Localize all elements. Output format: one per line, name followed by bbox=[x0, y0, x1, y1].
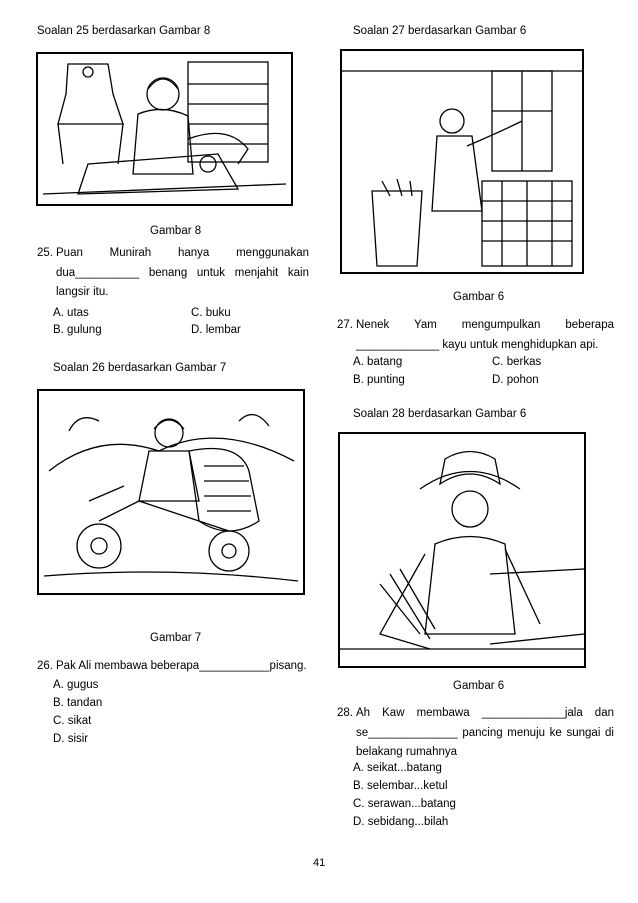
question-28 bbox=[337, 704, 614, 763]
option-a[interactable]: A. gugus bbox=[53, 679, 99, 691]
option-d[interactable]: D. pohon bbox=[492, 374, 539, 386]
firewood-woman-illustration bbox=[342, 51, 582, 272]
question-number: 28. bbox=[337, 707, 353, 719]
figure-gambar-6a bbox=[340, 49, 584, 274]
option-b[interactable]: B. tandan bbox=[53, 697, 103, 709]
question-line: Puan Munirah hanya menggunakan bbox=[56, 247, 309, 259]
question-line: langsir itu. bbox=[56, 286, 109, 298]
option-b[interactable]: B. gulung bbox=[53, 324, 102, 336]
header-soalan-26: Soalan 26 berdasarkan Gambar 7 bbox=[53, 362, 227, 374]
question-line: dua__________ benang untuk menjahit kain bbox=[56, 266, 309, 279]
figure-gambar-7 bbox=[37, 389, 305, 595]
question-number: 26. bbox=[37, 660, 53, 672]
caption-gambar-6a: Gambar 6 bbox=[453, 291, 505, 303]
option-c[interactable]: C. serawan...batang bbox=[353, 798, 456, 810]
question-26 bbox=[37, 657, 309, 677]
question-line: se______________ pancing menuju ke sungai di bbox=[356, 726, 614, 739]
question-line: belakang rumahnya bbox=[356, 746, 458, 758]
figure-gambar-8 bbox=[36, 52, 293, 206]
page-number: 41 bbox=[313, 857, 326, 869]
option-c[interactable]: C. sikat bbox=[53, 715, 92, 727]
caption-gambar-7: Gambar 7 bbox=[150, 632, 202, 644]
option-c[interactable]: C. buku bbox=[191, 307, 231, 319]
question-number: 25. bbox=[37, 247, 53, 259]
caption-gambar-8: Gambar 8 bbox=[150, 225, 202, 237]
question-line: _____________ kayu untuk menghidupkan api. bbox=[356, 338, 599, 351]
question-number: 27. bbox=[337, 319, 353, 331]
question-line: Ah Kaw membawa _____________jala dan bbox=[356, 707, 614, 719]
figure-gambar-6b bbox=[338, 432, 586, 668]
question-line: Nenek Yam mengumpulkan beberapa bbox=[356, 319, 614, 331]
option-b[interactable]: B. selembar...ketul bbox=[353, 780, 448, 792]
option-a[interactable]: A. batang bbox=[353, 356, 403, 368]
option-a[interactable]: A. utas bbox=[53, 307, 89, 319]
option-c[interactable]: C. berkas bbox=[492, 356, 542, 368]
sewing-woman-illustration bbox=[38, 54, 291, 204]
option-b[interactable]: B. punting bbox=[353, 374, 405, 386]
question-27 bbox=[337, 316, 614, 355]
question-line: Pak Ali membawa beberapa___________pisang. bbox=[56, 660, 307, 672]
option-d[interactable]: D. sebidang...bilah bbox=[353, 816, 449, 828]
header-soalan-28: Soalan 28 berdasarkan Gambar 6 bbox=[353, 408, 527, 420]
option-d[interactable]: D. sisir bbox=[53, 733, 89, 745]
question-25 bbox=[37, 244, 309, 303]
caption-gambar-6b: Gambar 6 bbox=[453, 680, 505, 692]
header-soalan-25: Soalan 25 berdasarkan Gambar 8 bbox=[37, 25, 211, 37]
option-d[interactable]: D. lembar bbox=[191, 324, 241, 336]
motorcycle-bananas-illustration bbox=[39, 391, 303, 593]
fisherman-hat-illustration bbox=[340, 434, 584, 666]
header-soalan-27: Soalan 27 berdasarkan Gambar 6 bbox=[353, 25, 527, 37]
option-a[interactable]: A. seikat...batang bbox=[353, 762, 442, 774]
